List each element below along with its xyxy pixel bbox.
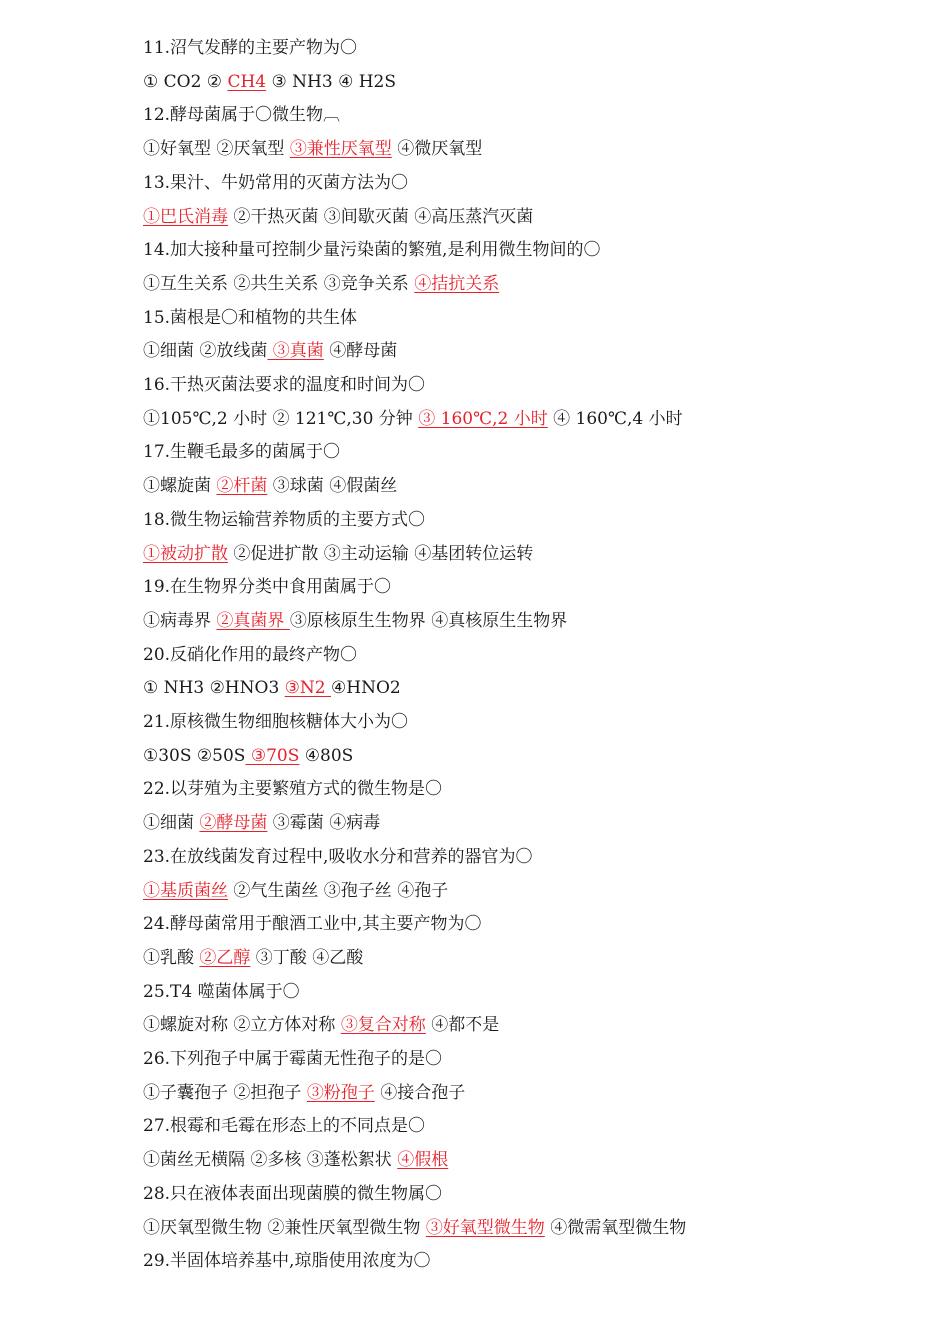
option-text: ①30S ②50S [143, 745, 246, 766]
correct-answer: CH4 [227, 71, 267, 92]
options-line [143, 67, 396, 97]
correct-answer: ④假根 [397, 1150, 449, 1171]
options-line [143, 1213, 686, 1243]
correct-answer: ②杆菌 [216, 476, 268, 497]
question-line: 24.酵母菌常用于酿酒工业中,其主要产物为〇 [143, 914, 482, 935]
question-line: 25.T4 噬菌体属于〇 [143, 981, 300, 1002]
options-line [143, 539, 533, 569]
question-line: 11.沼气发酵的主要产物为〇 [143, 38, 358, 58]
correct-answer: ③ 160℃,2 小时 [418, 408, 548, 429]
question-line: 14.加大接种量可控制少量污染菌的繁殖,是利用微生物间的〇 [143, 240, 601, 261]
correct-answer: ③粉孢子 [306, 1082, 375, 1103]
option-text: ④酵母菌 [323, 341, 398, 362]
options-line [143, 808, 380, 838]
options-line [143, 606, 567, 636]
options-line [143, 404, 683, 434]
option-text: ① CO2 ② [143, 71, 228, 92]
question-line: 13.果汁、牛奶常用的灭菌方法为〇 [143, 172, 409, 193]
correct-answer: ③N2 [284, 678, 332, 699]
options-line [143, 1010, 499, 1040]
correct-answer: ②酵母菌 [199, 813, 268, 834]
option-text: ④接合孢子 [374, 1082, 466, 1103]
option-text: ④HNO2 [331, 678, 401, 699]
options-line [143, 471, 397, 501]
option-text: ①细菌 [143, 813, 200, 834]
option-text: ①乳酸 [143, 947, 200, 968]
options-line [143, 673, 401, 703]
correct-answer: ④拮抗关系 [414, 273, 500, 294]
options-line [143, 943, 363, 973]
option-text: ③霉菌 ④病毒 [267, 813, 381, 834]
question-line: 21.原核微生物细胞核糖体大小为〇 [143, 712, 409, 732]
option-text: ①子囊孢子 ②担孢子 [143, 1082, 307, 1103]
options-line [143, 336, 397, 366]
option-text: ④80S [299, 745, 354, 766]
correct-answer: ①巴氏消毒 [143, 206, 228, 227]
question-line: 29.半固体培养基中,琼脂使用浓度为〇 [143, 1251, 431, 1272]
options-line [143, 269, 499, 299]
option-text: ③原核原生生物界 ④真核原生生物界 [289, 610, 568, 631]
correct-answer: ③70S [245, 745, 300, 766]
option-text: ④ 160℃,4 小时 [547, 408, 683, 429]
options-line [143, 1078, 465, 1108]
options-line [143, 1145, 448, 1175]
option-text: ①螺旋菌 [143, 476, 217, 497]
option-text: ①好氧型 ②厌氧型 [143, 139, 290, 160]
question-line: 28.只在液体表面出现菌膜的微生物属〇 [143, 1183, 443, 1204]
correct-answer: ③好氧型微生物 [425, 1217, 545, 1238]
option-text: ④微厌氧型 [391, 139, 483, 160]
question-line: 15.菌根是〇和植物的共生体 [143, 307, 358, 328]
correct-answer: ③复合对称 [340, 1015, 426, 1036]
option-text: ③丁酸 ④乙酸 [250, 947, 364, 968]
question-line: 18.微生物运输营养物质的主要方式〇 [143, 509, 426, 530]
question-line: 19.在生物界分类中食用菌属于〇 [143, 577, 392, 598]
question-line: 22.以芽殖为主要繁殖方式的微生物是〇 [143, 779, 443, 800]
correct-answer: ②乙醇 [199, 947, 251, 968]
option-text: ①病毒界 [143, 610, 217, 631]
option-text: ①105℃,2 小时 ② 121℃,30 分钟 [143, 408, 419, 429]
correct-answer: ①被动扩散 [143, 543, 228, 564]
question-line: 27.根霉和毛霉在形态上的不同点是〇 [143, 1116, 426, 1137]
question-line: 12.酵母菌属于〇微生物︹ [143, 105, 341, 126]
options-line [143, 876, 448, 906]
option-text: ①互生关系 ②共生关系 ③竞争关系 [143, 273, 415, 294]
option-text: ①细菌 ②放线菌 [143, 341, 268, 362]
option-text: ③球菌 ④假菌丝 [267, 476, 398, 497]
correct-answer: ③兼性厌氧型 [289, 139, 392, 160]
question-line: 20.反硝化作用的最终产物〇 [143, 644, 358, 665]
question-line: 16.干热灭菌法要求的温度和时间为〇 [143, 375, 426, 395]
options-line [143, 202, 533, 232]
option-text: ②促进扩散 ③主动运输 ④基团转位运转 [228, 543, 534, 564]
options-line [143, 134, 482, 164]
option-text: ②气生菌丝 ③孢子丝 ④孢子 [228, 880, 449, 901]
correct-answer: ③真菌 [267, 341, 324, 362]
question-line: 26.下列孢子中属于霉菌无性孢子的是〇 [143, 1049, 443, 1069]
option-text: ①螺旋对称 ②立方体对称 [143, 1015, 341, 1036]
option-text: ④都不是 [425, 1015, 500, 1036]
correct-answer: ①基质菌丝 [143, 880, 228, 901]
option-text: ③ NH3 ④ H2S [266, 71, 397, 92]
option-text: ①菌丝无横隔 ②多核 ③蓬松絮状 [143, 1150, 398, 1171]
option-text: ②干热灭菌 ③间歇灭菌 ④高压蒸汽灭菌 [228, 206, 534, 227]
question-line: 23.在放线菌发育过程中,吸收水分和营养的器官为〇 [143, 846, 533, 867]
option-text: ① NH3 ②HNO3 [143, 678, 285, 699]
option-text: ①厌氧型微生物 ②兼性厌氧型微生物 [143, 1217, 426, 1238]
option-text: ④微需氧型微生物 [544, 1217, 687, 1238]
correct-answer: ②真菌界 [216, 610, 290, 631]
options-line [143, 741, 353, 771]
question-line: 17.生鞭毛最多的菌属于〇 [143, 442, 341, 463]
